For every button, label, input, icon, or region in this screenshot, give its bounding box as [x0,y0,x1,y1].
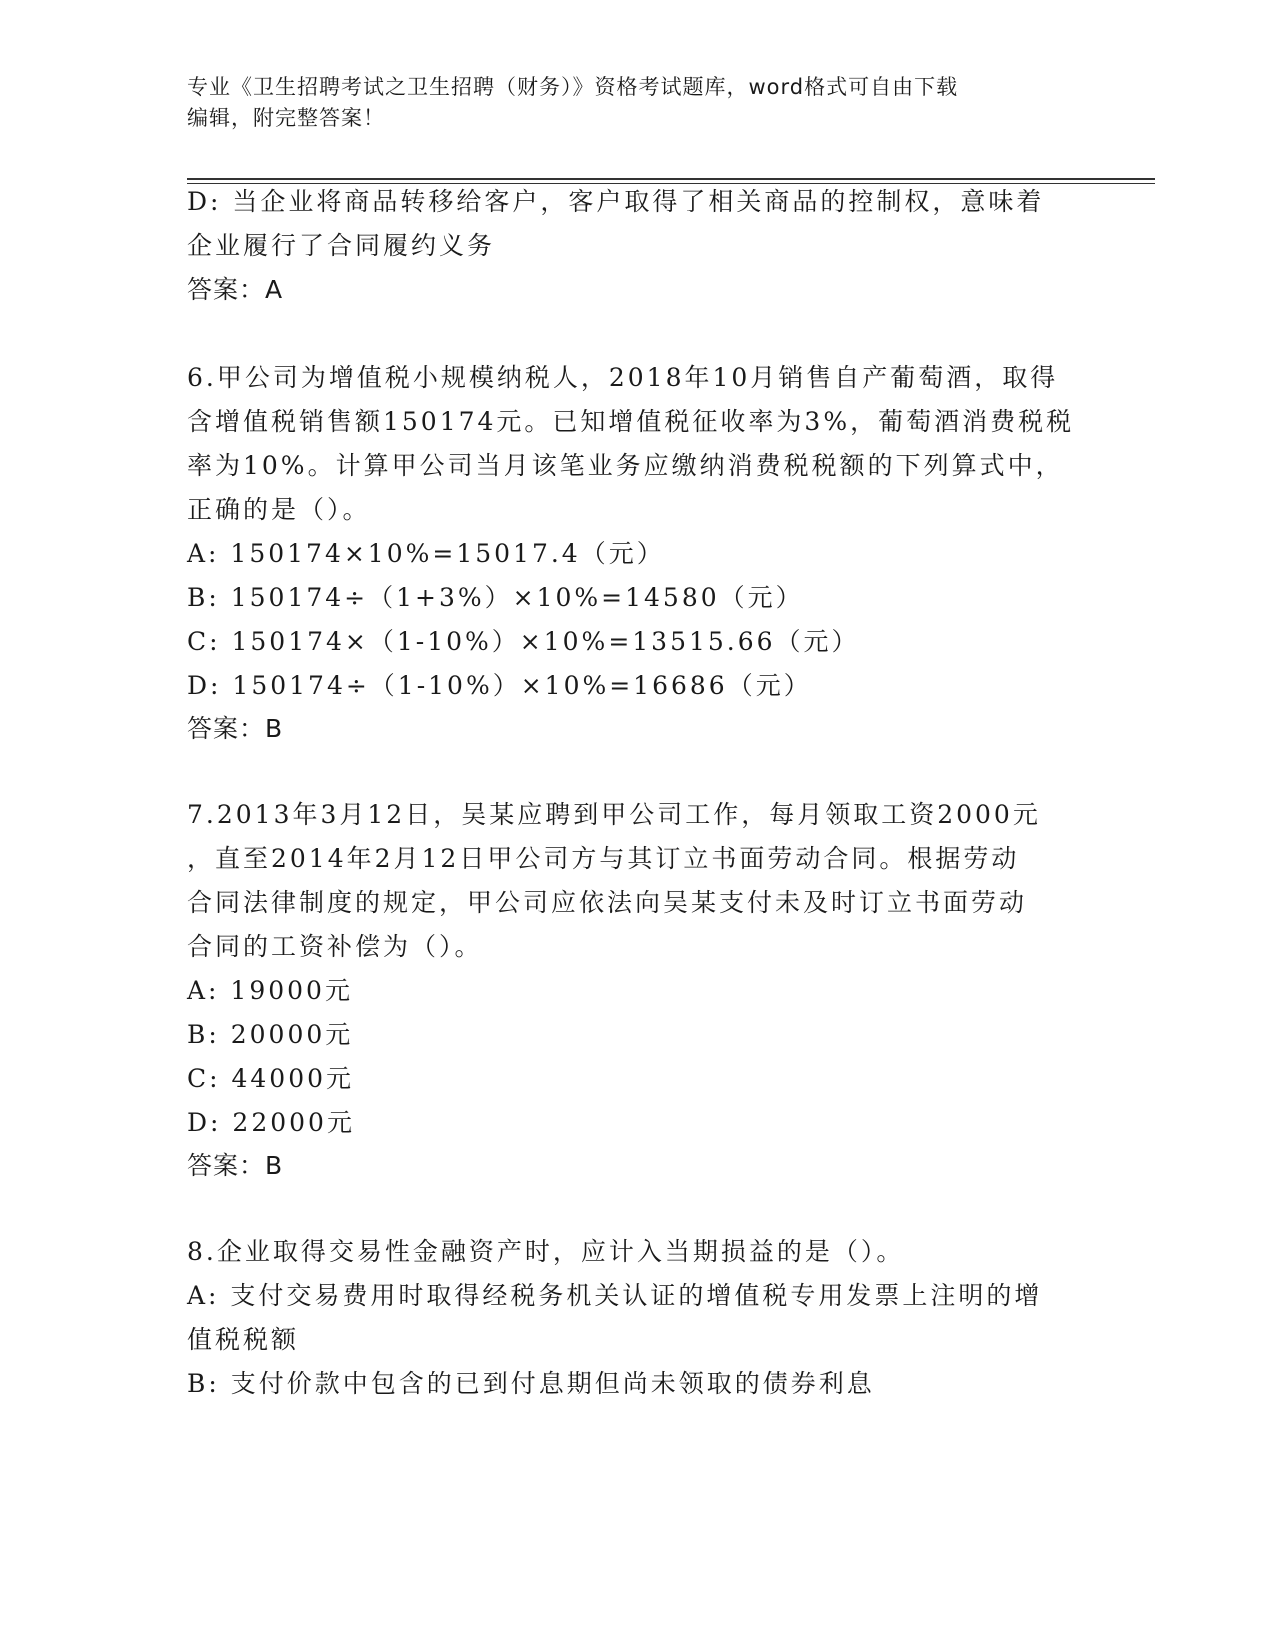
q7-stem-line: 合同的工资补偿为（）。 [187,932,483,961]
q7-option-d: D: 22000元 [187,1108,355,1137]
q7-option-a: A: 19000元 [187,976,353,1005]
q8-option-a-cont: 值税税额 [187,1325,300,1354]
q7-stem-line: ，直至2014年2月12日甲公司方与其订立书面劳动合同。根据劳动 [187,844,1020,873]
q5-option-d-cont: 企业履行了合同履约义务 [187,231,496,260]
q6-option-c: C: 150174×（1-10%）×10%=13515.66（元） [187,627,860,656]
q7-option-c: C: 44000元 [187,1064,355,1093]
q8-stem-line: 8.企业取得交易性金融资产时，应计入当期损益的是（）。 [187,1237,905,1266]
header-line-2: 编辑，附完整答案！ [187,106,385,130]
header-divider-thin [187,183,1155,184]
q8-option-b: B: 支付价款中包含的已到付息期但尚未领取的债券利息 [187,1369,875,1398]
q6-option-b: B: 150174÷（1+3%）×10%=14580（元） [187,583,804,612]
q7-option-b: B: 20000元 [187,1020,354,1049]
q5-option-d: D: 当企业将商品转移给客户，客户取得了相关商品的控制权，意味着 [187,187,1045,216]
q8-option-a: A: 支付交易费用时取得经税务机关认证的增值税专用发票上注明的增 [187,1281,1043,1310]
q7-stem-line: 合同法律制度的规定，甲公司应依法向吴某支付未及时订立书面劳动 [187,888,1028,917]
q6-stem-line: 正确的是（）。 [187,495,371,524]
q6-stem-line: 含增值税销售额150174元。已知增值税征收率为3%，葡萄酒消费税税 [187,407,1075,436]
q6-answer: 答案：B [187,714,284,743]
q6-stem-line: 6.甲公司为增值税小规模纳税人，2018年10月销售自产葡萄酒，取得 [187,363,1059,392]
header-line-1: 专业《卫生招聘考试之卫生招聘（财务）》资格考试题库，word格式可自由下载 [187,75,959,99]
q5-answer: 答案：A [187,275,284,304]
q6-stem-line: 率为10%。计算甲公司当月该笔业务应缴纳消费税税额的下列算式中， [187,451,1064,480]
page-header [187,72,1067,134]
q7-stem-line: 7.2013年3月12日，吴某应聘到甲公司工作，每月领取工资2000元 [187,800,1041,829]
q7-answer: 答案：B [187,1151,284,1180]
q6-option-a: A: 150174×10%=15017.4（元） [187,539,665,568]
q6-option-d: D: 150174÷（1-10%）×10%=16686（元） [187,671,812,700]
header-divider-thick [187,178,1155,180]
